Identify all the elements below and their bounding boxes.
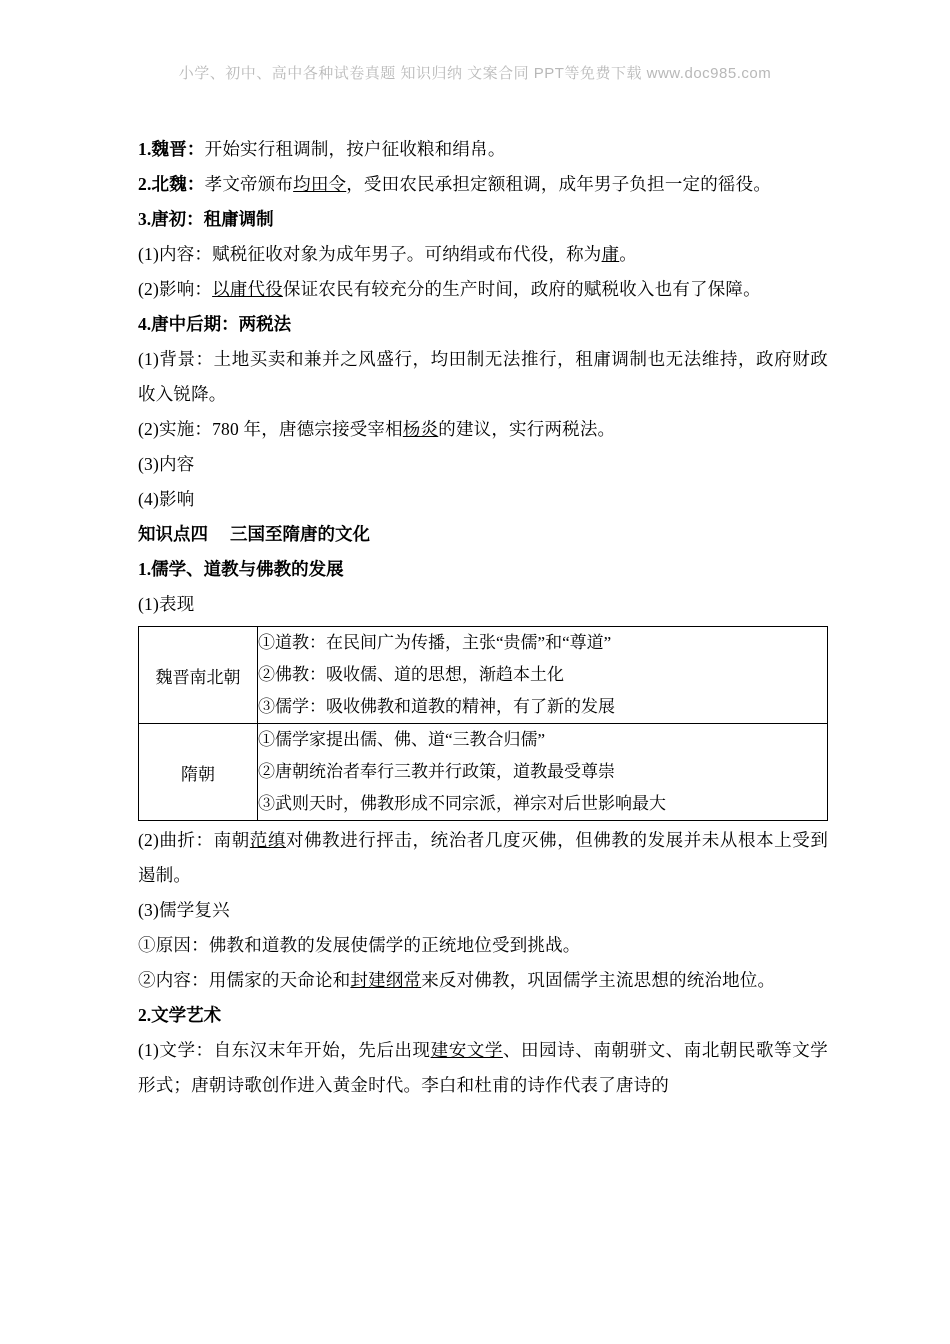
- document-body: [138, 132, 828, 1103]
- text-fuxing-b: 来反对佛教，巩固儒学主流思想的统治地位。: [421, 970, 776, 990]
- paragraph-tangchu-neirong: [138, 237, 828, 272]
- table-cell-item: ②唐朝统治者奉行三教并行政策，道教最受尊崇: [258, 762, 615, 781]
- paragraph-beiwei: [138, 167, 828, 202]
- text-neirong-a: 赋税征收对象为成年男子。可纳绢或布代役，称为: [212, 244, 602, 264]
- paragraph-liangshuifa-neirong: (3)内容: [138, 454, 195, 474]
- heading-tangzhonghouqi: 4.唐中后期：两税法: [138, 314, 292, 334]
- label-wenxue: (1)文学：: [138, 1040, 214, 1060]
- knowledge-table: [138, 626, 828, 821]
- label-fuxing-neirong: ②内容：: [138, 970, 209, 990]
- text-yuanyin: 佛教和道教的发展使儒学的正统地位受到挑战。: [208, 935, 581, 955]
- underline-yong: 庸: [601, 244, 620, 264]
- paragraph-quzhe: [138, 823, 828, 893]
- label-yingxiang: (2)影响：: [138, 279, 213, 299]
- heading-section-2: 2.文学艺术: [138, 1005, 222, 1025]
- underline-yiyongdaiyi: 以庸代役: [212, 279, 283, 299]
- paragraph-yuanyin: [138, 928, 828, 963]
- table-row: [139, 627, 828, 724]
- label-weijin: 1.魏晋：: [138, 139, 205, 159]
- underline-fanzhen: 范缜: [249, 830, 286, 850]
- table-row-label: 魏晋南北朝: [139, 627, 258, 724]
- paragraph-wenxue: [138, 1033, 828, 1103]
- underline-yangyan: 杨炎: [402, 419, 439, 439]
- text-quzhe-a: 南朝: [213, 830, 250, 850]
- heading-section-1: 1.儒学、道教与佛教的发展: [138, 559, 344, 579]
- underline-jiananwenxue: 建安文学: [430, 1040, 503, 1060]
- underline-fengjiangangchang: 封建纲常: [350, 970, 422, 990]
- table-cell-item: ②佛教：吸收儒、道的思想，渐趋本土化: [258, 665, 564, 684]
- heading-tangchu: 3.唐初：租庸调制: [138, 209, 274, 229]
- label-quzhe: (2)曲折：: [138, 830, 214, 850]
- paragraph-shishi: [138, 412, 828, 447]
- table-cell-item: ①儒学家提出儒、佛、道“三教合归儒”: [258, 730, 546, 749]
- text-wenxue-a: 自东汉末年开始，先后出现: [213, 1040, 431, 1060]
- text-beijing: 土地买卖和兼并之风盛行，均田制无法推行，租庸调制也无法维持，政府财政收入锐降。: [138, 349, 828, 404]
- text-weijin: 开始实行租调制，按户征收粮和绢帛。: [204, 139, 506, 159]
- knowledge-point-4-name: 三国至隋唐的文化: [230, 524, 370, 544]
- paragraph-liangshuifa-yingxiang: (4)影响: [138, 489, 195, 509]
- heading-knowledge-point-4: [138, 517, 828, 552]
- text-wenxue-b: 、田园诗、南朝骈文、南北朝民歌等文学形式；唐朝诗歌创作进入黄金时代。李白和杜甫的诗作代表了唐诗的: [138, 1040, 828, 1095]
- table-cell-item: ③武则天时，佛教形成不同宗派，禅宗对后世影响最大: [258, 794, 666, 813]
- text-beiwei-b: ，受田农民承担定额租调，成年男子负担一定的徭役。: [346, 174, 772, 194]
- text-beiwei-a: 孝文帝颁布: [204, 174, 294, 194]
- table-row: [139, 724, 828, 821]
- text-neirong-b: 。: [619, 244, 637, 264]
- paragraph-beijing: [138, 342, 828, 412]
- paragraph-ruxuefuxing: (3)儒学复兴: [138, 900, 230, 920]
- text-yingxiang: 保证农民有较充分的生产时间，政府的赋税收入也有了保障。: [282, 279, 761, 299]
- text-fuxing-a: 用儒家的天命论和: [208, 970, 351, 990]
- label-yuanyin: ①原因：: [138, 935, 209, 955]
- watermark-text: 小学、初中、高中各种试卷真题 知识归纳 文案合同 PPT等免费下载 www.doc985.com: [178, 65, 772, 82]
- table-row-body: [258, 724, 828, 821]
- label-beijing: (1)背景：: [138, 349, 214, 369]
- knowledge-point-4-title: 知识点四: [138, 524, 208, 544]
- table-cell-item: ③儒学：吸收佛教和道教的精神，有了新的发展: [258, 697, 615, 716]
- underline-juntianling: 均田令: [293, 174, 347, 194]
- label-beiwei: 2.北魏：: [138, 174, 205, 194]
- table-row-label: 隋朝: [139, 724, 258, 821]
- table-row-body: [258, 627, 828, 724]
- table-cell-item: ①道教：在民间广为传播，主张“贵儒”和“尊道”: [258, 633, 612, 652]
- paragraph-tangchu-yingxiang: [138, 272, 828, 307]
- text-shishi-a: 780 年，唐德宗接受宰相: [212, 419, 403, 439]
- label-shishi: (2)实施：: [138, 419, 213, 439]
- paragraph-biaoxian: (1)表现: [138, 594, 195, 614]
- paragraph-weijin: [138, 132, 828, 167]
- label-neirong: (1)内容：: [138, 244, 213, 264]
- paragraph-fuxing-neirong: [138, 963, 828, 998]
- text-shishi-b: 的建议，实行两税法。: [438, 419, 616, 439]
- text-quzhe-b: 对佛教进行抨击，统治者几度灭佛，但佛教的发展并未从根本上受到遏制。: [138, 830, 829, 885]
